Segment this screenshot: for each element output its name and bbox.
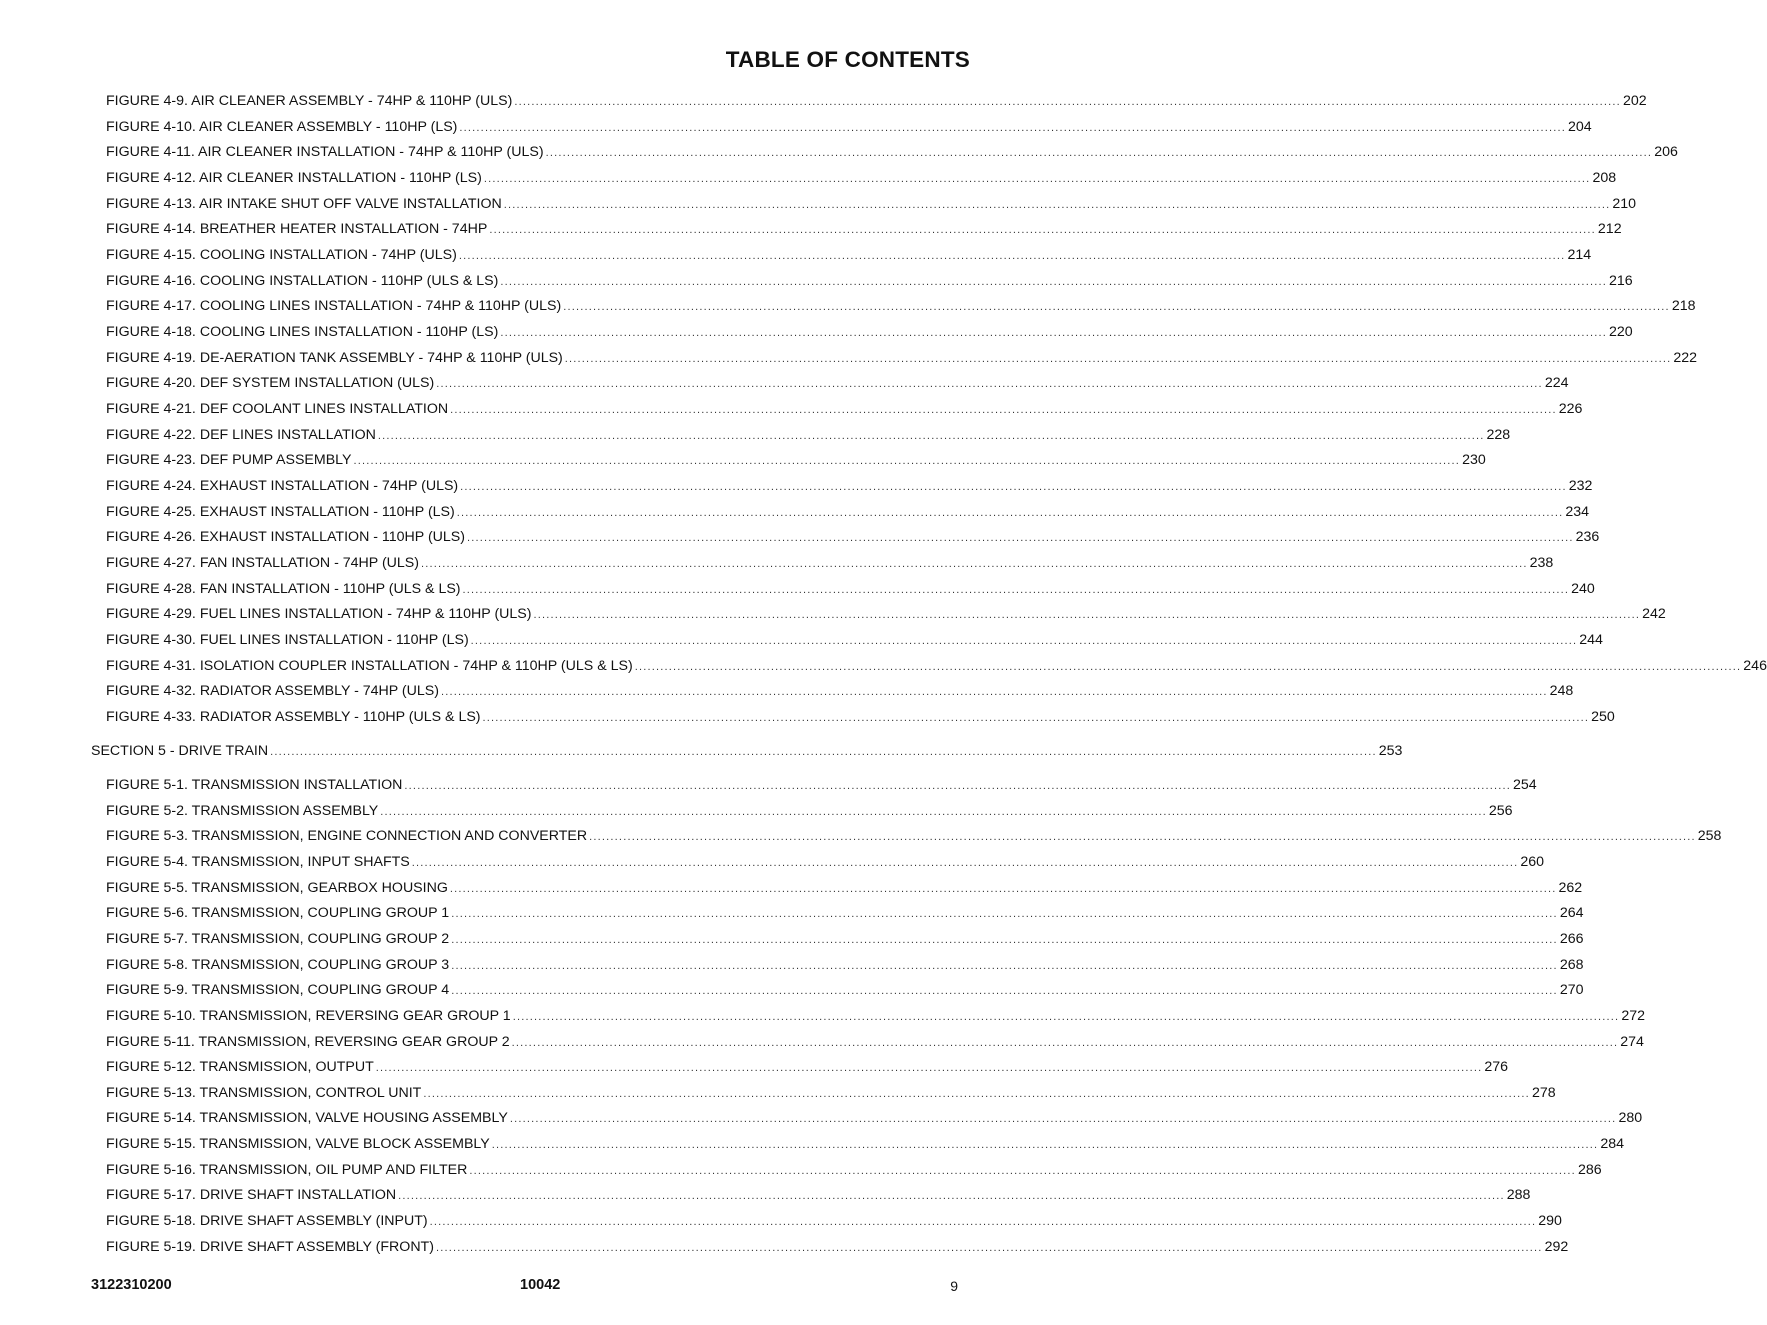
- toc-entry-label: FIGURE 4-29. FUEL LINES INSTALLATION - 74HP & 110HP (ULS): [106, 606, 532, 623]
- toc-entry[interactable]: [106, 956, 1584, 975]
- toc-entry-label: FIGURE 5-2. TRANSMISSION ASSEMBLY: [106, 802, 379, 819]
- toc-entry-label: FIGURE 5-11. TRANSMISSION, REVERSING GEAR GROUP 2: [106, 1033, 510, 1050]
- toc-entry-label: FIGURE 4-19. DE-AERATION TANK ASSEMBLY - 74HP & 110HP (ULS): [106, 349, 563, 366]
- toc-entry-page: 278: [1531, 1084, 1556, 1101]
- toc-entry[interactable]: [106, 1007, 1645, 1026]
- dot-leader: ....................................................................................................................................................................................................................................................................: [470, 635, 1578, 648]
- dot-leader: ....................................................................................................................................................................................................................................................................: [423, 1087, 1530, 1100]
- dot-leader: ....................................................................................................................................................................................................................................................................: [533, 609, 1641, 622]
- toc-entry[interactable]: [106, 1186, 1531, 1205]
- toc-entry-label: FIGURE 5-16. TRANSMISSION, OIL PUMP AND FILTER: [106, 1161, 468, 1178]
- toc-entry-label: FIGURE 5-18. DRIVE SHAFT ASSEMBLY (INPUT): [106, 1213, 428, 1230]
- dot-leader: ....................................................................................................................................................................................................................................................................: [429, 1216, 1537, 1229]
- toc-entry-label: FIGURE 5-17. DRIVE SHAFT INSTALLATION: [106, 1187, 397, 1204]
- dot-leader: ....................................................................................................................................................................................................................................................................: [489, 224, 1596, 237]
- toc-entry-label: FIGURE 4-28. FAN INSTALLATION - 110HP (ULS & LS): [106, 580, 461, 597]
- toc-entry-label: FIGURE 5-8. TRANSMISSION, COUPLING GROUP 3: [106, 956, 450, 973]
- toc-entry[interactable]: [106, 220, 1622, 239]
- toc-entry-label: FIGURE 4-17. COOLING LINES INSTALLATION - 74HP & 110HP (ULS): [106, 298, 562, 315]
- dot-leader: ....................................................................................................................................................................................................................................................................: [503, 198, 1611, 211]
- dot-leader: ....................................................................................................................................................................................................................................................................: [564, 352, 1672, 365]
- dot-leader: ....................................................................................................................................................................................................................................................................: [491, 1139, 1599, 1152]
- toc-entry-label: FIGURE 5-15. TRANSMISSION, VALVE BLOCK ASSEMBLY: [106, 1136, 490, 1153]
- toc-entry-page: 268: [1559, 956, 1584, 973]
- toc-entry-page: 206: [1654, 144, 1678, 161]
- toc-entry-page: 250: [1591, 709, 1615, 726]
- toc-entry-page: 262: [1558, 879, 1583, 896]
- toc-entry-label: FIGURE 5-9. TRANSMISSION, COUPLING GROUP 4: [106, 982, 450, 999]
- dot-leader: ....................................................................................................................................................................................................................................................................: [589, 831, 1696, 844]
- dot-leader: ....................................................................................................................................................................................................................................................................: [467, 532, 1574, 545]
- toc-entry[interactable]: [106, 143, 1678, 162]
- toc-entry-label: FIGURE 4-31. ISOLATION COUPLER INSTALLATION - 74HP & 110HP (ULS & LS): [106, 657, 633, 674]
- footer-code: 10042: [520, 1277, 561, 1293]
- toc-entry-page: 228: [1486, 426, 1511, 443]
- toc-entry[interactable]: [106, 118, 1592, 137]
- toc-entry-label: FIGURE 4-9. AIR CLEANER ASSEMBLY - 74HP & 110HP (ULS): [106, 93, 513, 109]
- toc-entry-page: 270: [1559, 982, 1584, 999]
- dot-leader: ....................................................................................................................................................................................................................................................................: [634, 660, 1742, 673]
- toc-entry[interactable]: [106, 827, 1722, 846]
- toc-entry[interactable]: [106, 349, 1698, 368]
- toc-entry[interactable]: [106, 904, 1584, 923]
- toc-entry-page: 212: [1597, 221, 1622, 238]
- toc-entry[interactable]: [106, 323, 1633, 342]
- toc-entry[interactable]: [106, 1109, 1643, 1128]
- toc-entry-page: 240: [1571, 580, 1595, 597]
- toc-entry-page: 232: [1568, 478, 1593, 495]
- toc-entry-label: FIGURE 4-32. RADIATOR ASSEMBLY - 74HP (ULS): [106, 683, 439, 700]
- toc-entry-label: FIGURE 5-10. TRANSMISSION, REVERSING GEAR GROUP 1: [106, 1007, 511, 1024]
- toc-entry-page: 246: [1743, 657, 1767, 674]
- dot-leader: ....................................................................................................................................................................................................................................................................: [511, 1036, 1619, 1049]
- toc-entry-label: FIGURE 5-14. TRANSMISSION, VALVE HOUSING ASSEMBLY: [106, 1110, 508, 1127]
- dot-leader: ....................................................................................................................................................................................................................................................................: [440, 686, 1548, 699]
- toc-entry-label: FIGURE 5-6. TRANSMISSION, COUPLING GROUP 1: [106, 905, 450, 922]
- dot-leader: ....................................................................................................................................................................................................................................................................: [270, 746, 1377, 758]
- toc-entry-page: 210: [1612, 195, 1637, 212]
- dot-leader: ....................................................................................................................................................................................................................................................................: [449, 882, 1557, 895]
- toc-entry-page: 272: [1621, 1007, 1645, 1024]
- toc-entry-page: 280: [1618, 1110, 1643, 1127]
- toc-entry[interactable]: [106, 1058, 1509, 1077]
- dot-leader: ....................................................................................................................................................................................................................................................................: [377, 429, 1485, 442]
- toc-entry[interactable]: [106, 1238, 1569, 1257]
- dot-leader: ....................................................................................................................................................................................................................................................................: [451, 908, 1558, 921]
- toc-entry-label: FIGURE 5-3. TRANSMISSION, ENGINE CONNECTION AND CONVERTER: [106, 828, 588, 845]
- toc-entry-page: 202: [1622, 93, 1647, 109]
- dot-leader: ....................................................................................................................................................................................................................................................................: [375, 1062, 1483, 1075]
- toc-entry-page: 290: [1538, 1213, 1562, 1230]
- toc-entry-page: 256: [1488, 802, 1513, 819]
- toc-section-entry[interactable]: [91, 742, 1403, 761]
- toc-entry-page: 236: [1575, 529, 1600, 546]
- toc-entry-page: 220: [1608, 324, 1633, 341]
- toc-entry-label: FIGURE 4-20. DEF SYSTEM INSTALLATION (ULS): [106, 375, 435, 392]
- toc-entry-label: FIGURE 4-16. COOLING INSTALLATION - 110HP (ULS & LS): [106, 272, 499, 289]
- toc-entry[interactable]: [106, 1135, 1624, 1154]
- toc-entry[interactable]: [106, 708, 1615, 727]
- toc-entry-page: 288: [1506, 1187, 1531, 1204]
- toc-entry[interactable]: [106, 554, 1554, 573]
- dot-leader: ....................................................................................................................................................................................................................................................................: [462, 583, 1570, 596]
- toc-entry-label: FIGURE 5-7. TRANSMISSION, COUPLING GROUP 2: [106, 930, 450, 947]
- dot-leader: ....................................................................................................................................................................................................................................................................: [460, 481, 1567, 494]
- toc-entry[interactable]: [106, 1084, 1556, 1103]
- toc-entry-page: 253: [1378, 743, 1403, 759]
- toc-entry-page: 248: [1549, 683, 1574, 700]
- toc-entry-label: FIGURE 4-14. BREATHER HEATER INSTALLATION - 74HP: [106, 221, 488, 238]
- dot-leader: ....................................................................................................................................................................................................................................................................: [458, 250, 1566, 263]
- toc-entry[interactable]: [106, 477, 1593, 496]
- toc-entry[interactable]: [106, 930, 1584, 949]
- toc-entry-label: FIGURE 4-22. DEF LINES INSTALLATION: [106, 426, 376, 443]
- dot-leader: ....................................................................................................................................................................................................................................................................: [435, 1241, 1543, 1254]
- footer-part-number: 3122310200: [91, 1277, 172, 1293]
- dot-leader: ....................................................................................................................................................................................................................................................................: [545, 147, 1653, 160]
- toc-entry-label: FIGURE 5-1. TRANSMISSION INSTALLATION: [106, 777, 403, 793]
- toc-entry-label: FIGURE 4-13. AIR INTAKE SHUT OFF VALVE INSTALLATION: [106, 195, 502, 212]
- toc-entry-page: 204: [1568, 118, 1592, 135]
- toc-entry-label: FIGURE 4-18. COOLING LINES INSTALLATION - 110HP (LS): [106, 324, 499, 341]
- dot-leader: ....................................................................................................................................................................................................................................................................: [469, 1164, 1576, 1177]
- toc-entry-label: FIGURE 4-23. DEF PUMP ASSEMBLY: [106, 452, 352, 469]
- toc-entry-label: FIGURE 5-12. TRANSMISSION, OUTPUT: [106, 1059, 374, 1076]
- toc-entry[interactable]: [106, 580, 1595, 599]
- toc-entry-label: FIGURE 5-19. DRIVE SHAFT ASSEMBLY (FRONT): [106, 1238, 434, 1255]
- toc-entry-page: 238: [1529, 555, 1554, 572]
- dot-leader: ....................................................................................................................................................................................................................................................................: [404, 780, 1512, 792]
- toc-entry-label: FIGURE 4-10. AIR CLEANER ASSEMBLY - 110HP (LS): [106, 118, 458, 135]
- toc-entry[interactable]: [106, 631, 1603, 650]
- toc-entry-page: 260: [1520, 853, 1545, 870]
- dot-leader: ....................................................................................................................................................................................................................................................................: [459, 121, 1567, 134]
- dot-leader: ....................................................................................................................................................................................................................................................................: [421, 558, 1528, 571]
- toc-entry-label: FIGURE 4-26. EXHAUST INSTALLATION - 110HP (ULS): [106, 529, 465, 546]
- toc-entry[interactable]: [106, 451, 1486, 470]
- dot-leader: ....................................................................................................................................................................................................................................................................: [411, 856, 1519, 869]
- toc-entry[interactable]: [106, 605, 1666, 624]
- page-title: TABLE OF CONTENTS: [725, 47, 970, 72]
- dot-leader: ....................................................................................................................................................................................................................................................................: [514, 96, 1621, 108]
- dot-leader: ....................................................................................................................................................................................................................................................................: [500, 327, 1607, 340]
- dot-leader: ....................................................................................................................................................................................................................................................................: [451, 985, 1558, 998]
- toc-entry-page: 264: [1559, 905, 1584, 922]
- toc-entry[interactable]: [106, 1033, 1644, 1052]
- toc-entry[interactable]: [106, 528, 1600, 547]
- toc-entry-page: 284: [1600, 1136, 1624, 1153]
- toc-entry-page: 266: [1559, 930, 1584, 947]
- toc-entry-page: 208: [1592, 170, 1617, 186]
- dot-leader: ....................................................................................................................................................................................................................................................................: [450, 404, 1557, 417]
- dot-leader: ....................................................................................................................................................................................................................................................................: [398, 1190, 1505, 1203]
- toc-entry-page: 242: [1642, 606, 1666, 623]
- toc-entry[interactable]: [106, 503, 1590, 522]
- toc-entry[interactable]: [106, 853, 1545, 872]
- toc-entry[interactable]: [106, 400, 1583, 419]
- dot-leader: ....................................................................................................................................................................................................................................................................: [451, 933, 1558, 946]
- toc-entry[interactable]: [106, 802, 1513, 821]
- dot-leader: ....................................................................................................................................................................................................................................................................: [483, 173, 1591, 185]
- toc-entry-label: FIGURE 4-21. DEF COOLANT LINES INSTALLATION: [106, 401, 449, 418]
- dot-leader: ....................................................................................................................................................................................................................................................................: [456, 506, 1564, 519]
- toc-entry-label: FIGURE 4-12. AIR CLEANER INSTALLATION - 110HP (LS): [106, 170, 482, 186]
- toc-entry-label: FIGURE 4-15. COOLING INSTALLATION - 74HP (ULS): [106, 247, 457, 264]
- dot-leader: ....................................................................................................................................................................................................................................................................: [380, 805, 1487, 818]
- toc-entry-page: 218: [1671, 298, 1696, 315]
- toc-entry-page: 224: [1544, 375, 1569, 392]
- toc-entry-page: 254: [1513, 777, 1537, 793]
- dot-leader: ....................................................................................................................................................................................................................................................................: [436, 378, 1543, 391]
- toc-entry-page: 286: [1577, 1161, 1602, 1178]
- dot-leader: ....................................................................................................................................................................................................................................................................: [500, 275, 1607, 288]
- toc-entry[interactable]: [106, 776, 1537, 795]
- toc-entry[interactable]: [106, 246, 1592, 265]
- footer-page-number: 9: [950, 1278, 958, 1294]
- toc-entry-label: SECTION 5 - DRIVE TRAIN: [91, 743, 269, 759]
- toc-entry-page: 216: [1608, 272, 1633, 289]
- toc-entry-label: FIGURE 4-30. FUEL LINES INSTALLATION - 110HP (LS): [106, 632, 469, 649]
- toc-entry-page: 222: [1673, 349, 1698, 366]
- toc-entry[interactable]: [106, 879, 1583, 898]
- toc-entry[interactable]: [106, 981, 1584, 1000]
- toc-entry-label: FIGURE 5-4. TRANSMISSION, INPUT SHAFTS: [106, 853, 410, 870]
- toc-entry-page: 230: [1462, 452, 1486, 469]
- dot-leader: ....................................................................................................................................................................................................................................................................: [512, 1010, 1620, 1023]
- toc-entry-page: 292: [1544, 1238, 1569, 1255]
- toc-entry-label: FIGURE 5-5. TRANSMISSION, GEARBOX HOUSING: [106, 879, 448, 896]
- dot-leader: ....................................................................................................................................................................................................................................................................: [482, 712, 1590, 725]
- toc-entry-label: FIGURE 5-13. TRANSMISSION, CONTROL UNIT: [106, 1084, 422, 1101]
- toc-entry[interactable]: [106, 1161, 1602, 1180]
- toc-entry-label: FIGURE 4-24. EXHAUST INSTALLATION - 74HP (ULS): [106, 478, 459, 495]
- toc-entry[interactable]: [106, 92, 1647, 111]
- toc-entry[interactable]: [106, 657, 1767, 676]
- dot-leader: ....................................................................................................................................................................................................................................................................: [509, 1113, 1617, 1126]
- toc-entry[interactable]: [106, 272, 1633, 291]
- toc-entry-label: FIGURE 4-25. EXHAUST INSTALLATION - 110HP (LS): [106, 503, 455, 520]
- toc-entry[interactable]: [106, 682, 1574, 701]
- toc-entry-page: 226: [1558, 401, 1583, 418]
- toc-entry-label: FIGURE 4-11. AIR CLEANER INSTALLATION - 74HP & 110HP (ULS): [106, 144, 544, 161]
- toc-entry-label: FIGURE 4-33. RADIATOR ASSEMBLY - 110HP (ULS & LS): [106, 709, 481, 726]
- dot-leader: ....................................................................................................................................................................................................................................................................: [353, 455, 1461, 468]
- toc-entry[interactable]: [106, 195, 1637, 214]
- toc-entry-label: FIGURE 4-27. FAN INSTALLATION - 74HP (ULS): [106, 555, 419, 572]
- toc-entry[interactable]: [106, 169, 1617, 188]
- toc-entry-page: 258: [1697, 828, 1722, 845]
- toc-entry-page: 214: [1567, 247, 1592, 264]
- toc-entry[interactable]: [106, 297, 1696, 316]
- toc-entry-page: 274: [1620, 1033, 1644, 1050]
- dot-leader: ....................................................................................................................................................................................................................................................................: [563, 301, 1670, 314]
- toc-entry-page: 234: [1565, 503, 1590, 520]
- toc-entry[interactable]: [106, 426, 1511, 445]
- toc-entry[interactable]: [106, 374, 1569, 393]
- toc-entry-page: 244: [1579, 632, 1603, 649]
- toc-entry[interactable]: [106, 1212, 1562, 1231]
- dot-leader: ....................................................................................................................................................................................................................................................................: [451, 959, 1558, 972]
- toc-entry-page: 276: [1484, 1059, 1509, 1076]
